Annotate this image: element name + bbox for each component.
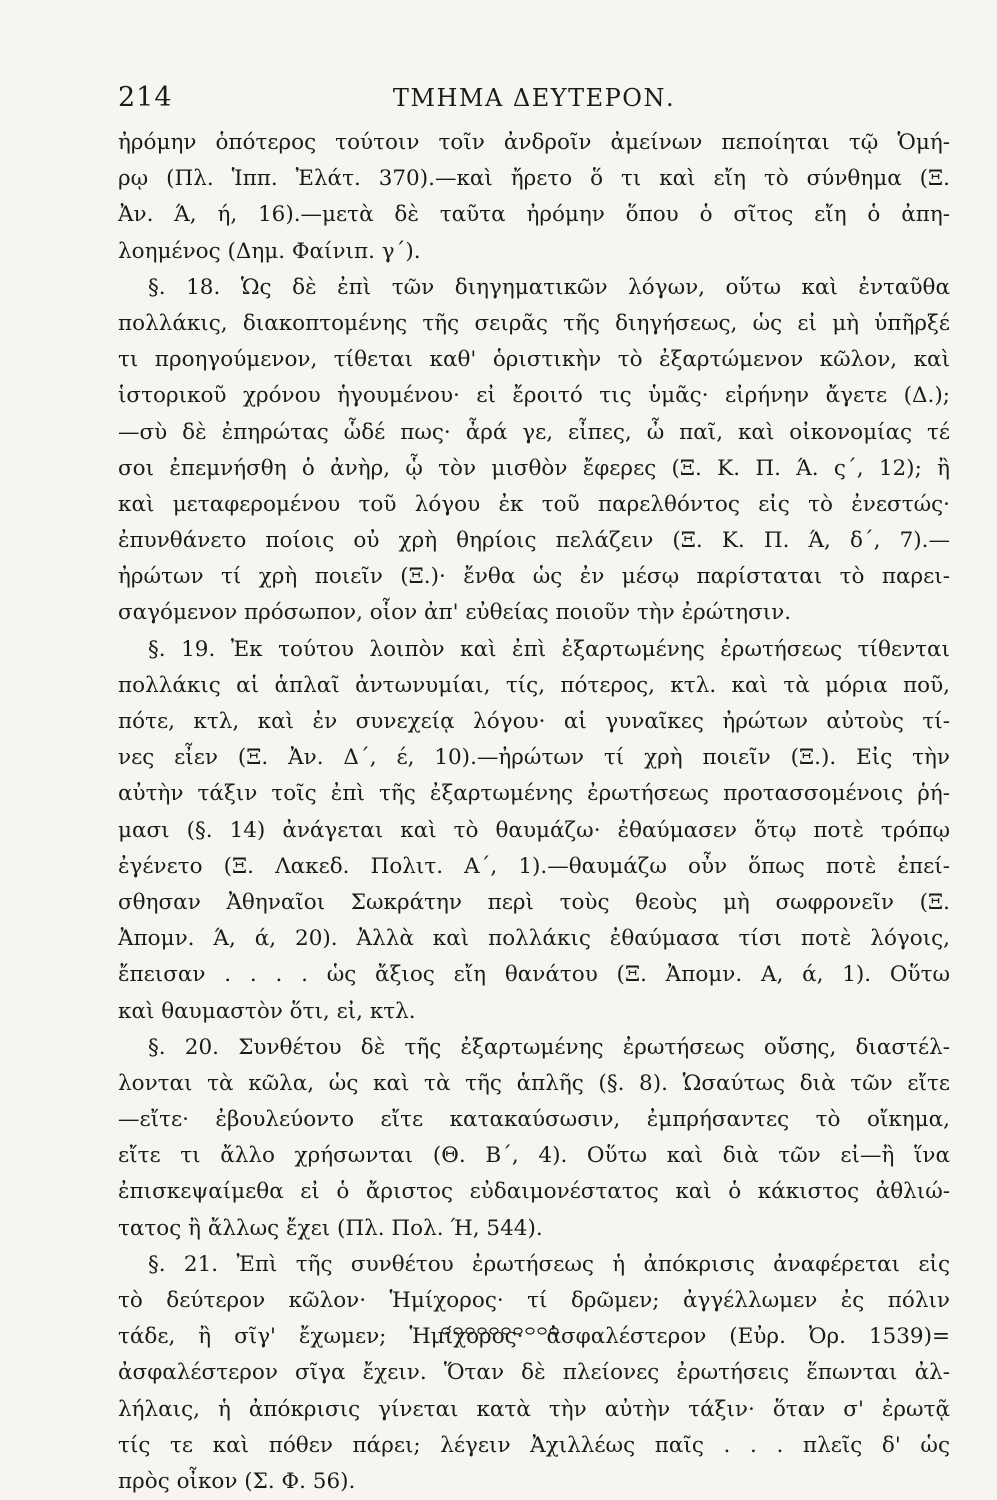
text-line: ἐγένετο (Ξ. Λακεδ. Πολιτ. Α΄, 1).—θαυμάζω οὖν ὅπως ποτὲ ἐπεί- <box>118 853 950 879</box>
body-text <box>118 125 950 1500</box>
text-line: πολλάκις αἱ ἁπλαῖ ἀντωνυμίαι, τίς, πότερος, κτλ. καὶ τὰ μόρια ποῦ, <box>118 672 950 698</box>
text-line: Ἀν. Ά, ή, 16).—μετὰ δὲ ταῦτα ἠρόμην ὅπου ὁ σῖτος εἴη ὁ ἀπη- <box>118 202 950 228</box>
text-line: λοημένος (Δημ. Φαίνιπ. γ΄). <box>118 238 421 264</box>
text-line: εἴτε τι ἄλλο χρήσωνται (Θ. Β΄, 4). Οὕτω καὶ διὰ τῶν εἰ—ἢ ἵνα <box>118 1143 950 1169</box>
text-line: —εἴτε· ἐβουλεύοντο εἴτε κατακαύσωσιν, ἐμπρήσαντες τὸ οἴκημα, <box>118 1107 950 1133</box>
text-line: ρῳ (Πλ. Ἱππ. Ἐλάτ. 370).—καὶ ἤρετο ὅ τι καὶ εἴη τὸ σύνθημα (Ξ. <box>118 166 950 192</box>
text-line: ἱστορικοῦ χρόνου ἡγουμένου· εἰ ἔροιτό τις ὑμᾶς· εἰρήνην ἄγετε (Δ.); <box>118 383 950 409</box>
text-line: σαγόμενον πρόσωπον, οἷον ἀπ' εὐθείας ποιοῦν τὴν ἐρώτησιν. <box>118 600 792 626</box>
text-line: πολλάκις, διακοπτομένης τῆς σειρᾶς τῆς διηγήσεως, ὡς εἰ μὴ ὑπῆρξέ <box>118 310 950 336</box>
text-line: μασι (§. 14) ἀνάγεται καὶ τὸ θαυμάζω· ἐθαύμασεν ὅτῳ ποτὲ τρόπῳ <box>118 817 950 843</box>
text-line: ἠρόμην ὁπότερος τούτοιν τοῖν ἀνδροῖν ἀμείνων πεποίηται τῷ Ὁμή- <box>118 130 950 155</box>
text-line: §. 19. Ἐκ τούτου λοιπὸν καὶ ἐπὶ ἐξαρτωμένης ἐρωτήσεως τίθενται <box>148 636 950 662</box>
text-line: §. 20. Συνθέτου δὲ τῆς ἐξαρτωμένης ἐρωτήσεως οὔσης, διαστέλ- <box>148 1034 950 1060</box>
text-line: αὐτὴν τάξιν τοῖς ἐπὶ τῆς ἐξαρτωμένης ἐρωτήσεως προτασσομένοις ῥή- <box>118 781 950 807</box>
text-line: σοι ἐπεμνήσθη ὁ ἀνὴρ, ᾧ τὸν μισθὸν ἔφερες (Ξ. Κ. Π. Ά. ς΄, 12); ἢ <box>118 455 950 481</box>
page-header <box>118 82 950 122</box>
text-line: ἔπεισαν . . . . ὡς ἄξιος εἴη θανάτου (Ξ. Ἀπομν. Α, ά, 1). Οὕτω <box>118 962 950 988</box>
text-line: τὸ δεύτερον κῶλον· Ἡμίχορος· τί δρῶμεν; ἀγγέλλωμεν ἐς πόλιν <box>118 1288 950 1313</box>
text-line: πρὸς οἶκον (Σ. Φ. 56). <box>118 1468 356 1494</box>
text-line: ἐπυνθάνετο ποίοις οὐ χρὴ θηρίοις πελάζειν (Ξ. Κ. Π. Ά, δ΄, 7).— <box>118 528 950 554</box>
page-number: 214 <box>118 82 173 113</box>
text-line: τίς τε καὶ πόθεν πάρει; λέγειν Ἀχιλλέως παῖς . . . πλεῖς δ' ὡς <box>118 1432 950 1458</box>
text-line: λήλαις, ἡ ἀπόκρισις γίνεται κατὰ τὴν αὐτὴν τάξιν· ὅταν σ' ἐρωτᾷ <box>118 1396 950 1422</box>
text-line: —σὺ δὲ ἐπηρώτας ὧδέ πως· ἆρά γε, εἶπες, ὦ παῖ, καὶ οἰκονομίας τέ <box>118 419 950 445</box>
text-line: σθησαν Ἀθηναῖοι Σωκράτην περὶ τοὺς θεοὺς μὴ σωφρονεῖν (Ξ. <box>118 889 950 915</box>
text-line: καὶ θαυμαστὸν ὅτι, εἰ, κτλ. <box>118 998 416 1024</box>
text-line: τι προηγούμενον, τίθεται καθ' ὁριστικὴν τὸ ἐξαρτώμενον κῶλον, καὶ <box>118 347 950 373</box>
text-line: ἠρώτων τί χρὴ ποιεῖν (Ξ.)· ἔνθα ὡς ἐν μέσῳ παρίσταται τὸ παρει- <box>118 564 950 590</box>
text-line: τάδε, ἢ σῖγ' ἔχωμεν; Ἡμίχορος· ἀσφαλέστερον (Εὐρ. Ὀρ. 1539)= <box>118 1324 950 1350</box>
text-line: ἐπισκεψαίμεθα εἰ ὁ ἄριστος εὐδαιμονέστατος καὶ ὁ κάκιστος ἀθλιώ- <box>118 1179 950 1205</box>
text-line: §. 21. Ἐπὶ τῆς συνθέτου ἐρωτήσεως ἡ ἀπόκρισις ἀναφέρεται εἰς <box>148 1251 950 1277</box>
text-line: πότε, κτλ, καὶ ἐν συνεχείᾳ λόγου· αἱ γυναῖκες ἠρώτων αὐτοὺς τί- <box>118 709 950 734</box>
text-line: νες εἶεν (Ξ. Ἀν. Δ΄, έ, 10).—ἠρώτων τί χρὴ ποιεῖν (Ξ.). Εἰς τὴν <box>118 745 950 771</box>
running-head: ΤΜΗΜΑ ΔΕΥΤΕΡΟΝ. <box>392 84 676 112</box>
text-line: καὶ μεταφερομένου τοῦ λόγου ἐκ τοῦ παρελθόντος εἰς τὸ ἐνεστώς· <box>118 491 950 517</box>
text-line: ἀσφαλέστερον σῖγα ἔχειν. Ὅταν δὲ πλείονες ἐρωτήσεις ἕπωνται ἀλ- <box>118 1360 950 1386</box>
text-line: Ἀπομν. Ά, ά, 20). Ἀλλὰ καὶ πολλάκις ἐθαύμασα τίσι ποτὲ λόγοις, <box>118 926 950 952</box>
text-line: τατος ἢ ἄλλως ἔχει (Πλ. Πολ. Ή, 544). <box>118 1215 543 1241</box>
section-end-ornament <box>440 1325 560 1337</box>
text-line: λονται τὰ κῶλα, ὡς καὶ τὰ τῆς ἁπλῆς (§. 8). Ὡσαύτως διὰ τῶν εἴτε <box>118 1070 950 1096</box>
text-line: §. 18. Ὡς δὲ ἐπὶ τῶν διηγηματικῶν λόγων, οὕτω καὶ ἐνταῦθα <box>148 274 950 300</box>
